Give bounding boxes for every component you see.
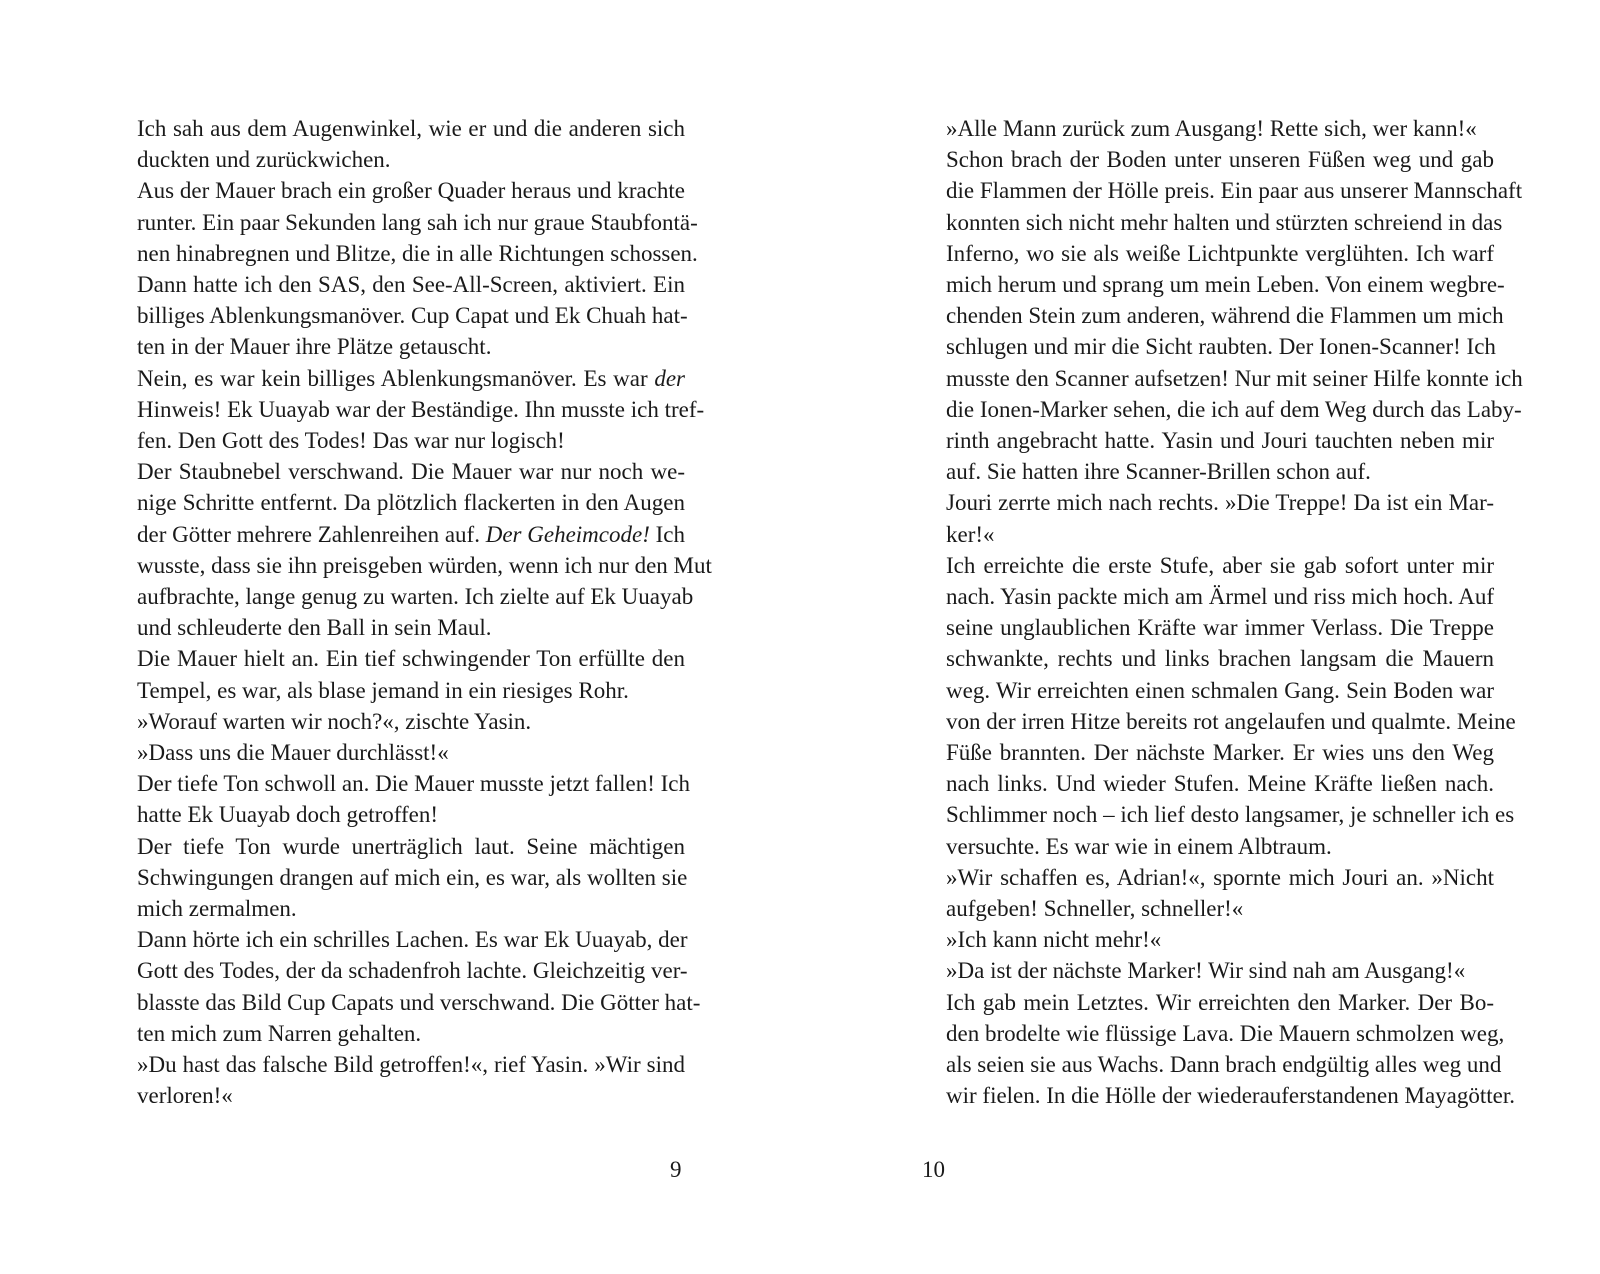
paragraph <box>922 955 1494 986</box>
text-line: billiges Ablenkungsmanöver. Cup Capat und Ek Chuah hat- <box>137 303 688 329</box>
paragraph <box>922 987 1516 1112</box>
text-line: versuchte. Es war wie in einem Albtraum. <box>946 833 1332 859</box>
text-line: von der irren Hitze bereits rot angelaufen und qualmte. Meine <box>946 708 1516 734</box>
text-line: und schleuderte den Ball in sein Maul. <box>137 615 492 641</box>
text-line: Schlimmer noch – ich lief desto langsamer, je schneller ich es <box>946 802 1515 828</box>
text-line: Aus der Mauer brach ein großer Quader heraus und krachte <box>137 178 685 204</box>
text-line: »Wir schaffen es, Adrian!«, spornte mich Jouri an. »Nicht <box>946 864 1494 890</box>
page-number-left: 9 <box>670 1157 682 1182</box>
text-line: Der tiefe Ton wurde unerträglich laut. Seine mächtigen <box>137 833 685 859</box>
page-number-right: 10 <box>922 1157 945 1182</box>
paragraph <box>113 113 685 175</box>
text-line: Dann hörte ich ein schrilles Lachen. Es war Ek Uuayab, der <box>137 927 688 953</box>
text-line <box>113 363 685 394</box>
text-line: Jouri zerrte mich nach rechts. »Die Treppe! Da ist ein Mar- <box>946 490 1494 516</box>
text-line: schlugen und mir die Sicht raubten. Der Ionen-Scanner! Ich <box>946 334 1496 360</box>
text-line: ten in der Mauer ihre Plätze getauscht. <box>137 334 492 360</box>
text-line: verloren!« <box>137 1083 233 1109</box>
text-line: »Da ist der nächste Marker! Wir sind nah am Ausgang!« <box>946 958 1466 984</box>
text-line: musste den Scanner aufsetzen! Nur mit seiner Hilfe konnte ich <box>946 365 1523 391</box>
text-line: Schwingungen drangen auf mich ein, es war, als wollten sie <box>137 864 688 890</box>
italic-text: Der Geheimcode! <box>485 521 650 547</box>
text-line: Hinweis! Ek Uuayab war der Beständige. Ihn musste ich tref- <box>137 396 705 422</box>
text-line: nach links. Und wieder Stufen. Meine Kräfte ließen nach. <box>946 771 1494 797</box>
text-line: Der tiefe Ton schwoll an. Die Mauer musste jetzt fallen! Ich <box>137 771 690 797</box>
text-line: wir fielen. In die Hölle der wiederauferstandenen Mayagötter. <box>946 1083 1516 1109</box>
paragraph <box>113 643 685 705</box>
text-line: Ich erreichte die erste Stufe, aber sie gab sofort unter mir <box>946 552 1494 578</box>
paragraph <box>113 924 701 1049</box>
text-line: fen. Den Gott des Todes! Das war nur logisch! <box>137 428 565 454</box>
text-line: Dann hatte ich den SAS, den See-All-Screen, aktiviert. Ein <box>137 272 685 298</box>
paragraph <box>113 737 685 768</box>
text-segment: Nein, es war kein billiges Ablenkungsmanöver. Es war <box>137 365 648 391</box>
text-line: ker!« <box>946 521 995 547</box>
paragraph <box>922 862 1494 924</box>
text-line: rinth angebracht hatte. Yasin und Jouri tauchten neben mir <box>946 428 1494 454</box>
text-line: mich zermalmen. <box>137 896 297 922</box>
text-line: ten mich zum Narren gehalten. <box>137 1020 422 1046</box>
text-line: »Du hast das falsche Bild getroffen!«, rief Yasin. »Wir sind <box>137 1052 685 1078</box>
paragraph <box>113 768 690 830</box>
text-line: weg. Wir erreichten einen schmalen Gang. Sein Boden war <box>946 677 1494 703</box>
text-line: den brodelte wie flüssige Lava. Die Mauern schmolzen weg, <box>946 1020 1505 1046</box>
text-line: Inferno, wo sie als weiße Lichtpunkte verglühten. Ich warf <box>946 240 1494 266</box>
left-page <box>113 113 712 1112</box>
paragraph <box>113 363 705 457</box>
paragraph <box>922 144 1523 487</box>
text-line: Der Staubnebel verschwand. Die Mauer war nur noch we- <box>137 459 685 485</box>
text-line: »Dass uns die Mauer durchlässt!« <box>137 740 449 766</box>
text-line: als seien sie aus Wachs. Dann brach endgültig alles weg und <box>946 1052 1502 1078</box>
text-line: auf. Sie hatten ihre Scanner-Brillen schon auf. <box>946 459 1371 485</box>
paragraph <box>922 487 1494 549</box>
text-line: Ich sah aus dem Augenwinkel, wie er und die anderen sich <box>137 116 685 141</box>
paragraph <box>922 924 1494 955</box>
paragraph <box>113 175 698 362</box>
paragraph <box>922 550 1516 862</box>
text-line: aufbrachte, lange genug zu warten. Ich zielte auf Ek Uuayab <box>137 584 694 610</box>
text-line: nach. Yasin packte mich am Ärmel und riss mich hoch. Auf <box>946 584 1494 610</box>
text-line: die Ionen-Marker sehen, die ich auf dem Weg durch das Laby- <box>946 396 1522 422</box>
text-line: schwankte, rechts und links brachen langsam die Mauern <box>946 646 1494 672</box>
text-line: konnten sich nicht mehr halten und stürzten schreiend in das <box>946 209 1503 235</box>
text-segment: der Götter mehrere Zahlenreihen auf. <box>137 521 480 547</box>
text-line: Tempel, es war, als blase jemand in ein riesiges Rohr. <box>137 677 629 703</box>
text-line: Die Mauer hielt an. Ein tief schwingender Ton erfüllte den <box>137 646 685 672</box>
text-line: die Flammen der Hölle preis. Ein paar aus unserer Mannschaft <box>946 178 1523 204</box>
text-line: mich herum und sprang um mein Leben. Von einem wegbre- <box>946 272 1505 298</box>
text-line: Gott des Todes, der da schadenfroh lachte. Gleichzeitig ver- <box>137 958 688 984</box>
text-line: nen hinabregnen und Blitze, die in alle Richtungen schossen. <box>137 240 698 266</box>
text-line: »Alle Mann zurück zum Ausgang! Rette sich, wer kann!« <box>946 116 1477 141</box>
text-line: duckten und zurückwichen. <box>137 147 391 173</box>
text-line: hatte Ek Uuayab doch getroffen! <box>137 802 439 828</box>
text-line: »Worauf warten wir noch?«, zischte Yasin. <box>137 708 532 734</box>
text-line: Ich gab mein Letztes. Wir erreichten den Marker. Der Bo- <box>946 989 1494 1015</box>
paragraph <box>922 113 1494 144</box>
text-line: wusste, dass sie ihn preisgeben würden, wenn ich nur den Mut <box>137 552 712 578</box>
paragraph <box>113 831 688 925</box>
text-line: chenden Stein zum anderen, während die Flammen um mich <box>946 303 1504 329</box>
right-page <box>922 113 1523 1112</box>
text-line: Füße brannten. Der nächste Marker. Er wies uns den Weg <box>946 740 1494 766</box>
text-line: Schon brach der Boden unter unseren Füßen weg und gab <box>946 147 1494 173</box>
text-line: runter. Ein paar Sekunden lang sah ich nur graue Staubfontä- <box>137 209 698 235</box>
paragraph <box>113 706 685 737</box>
text-line: »Ich kann nicht mehr!« <box>946 927 1162 953</box>
paragraph <box>113 1049 685 1111</box>
paragraph <box>113 456 712 643</box>
text-line <box>113 519 685 550</box>
italic-text: der <box>654 365 685 391</box>
text-line: aufgeben! Schneller, schneller!« <box>946 896 1244 922</box>
text-line: nige Schritte entfernt. Da plötzlich flackerten in den Augen <box>137 490 685 516</box>
text-line: seine unglaublichen Kräfte war immer Verlass. Die Treppe <box>946 615 1494 641</box>
text-segment: Ich <box>655 521 686 547</box>
text-line: blasste das Bild Cup Capats und verschwand. Die Götter hat- <box>137 989 701 1015</box>
